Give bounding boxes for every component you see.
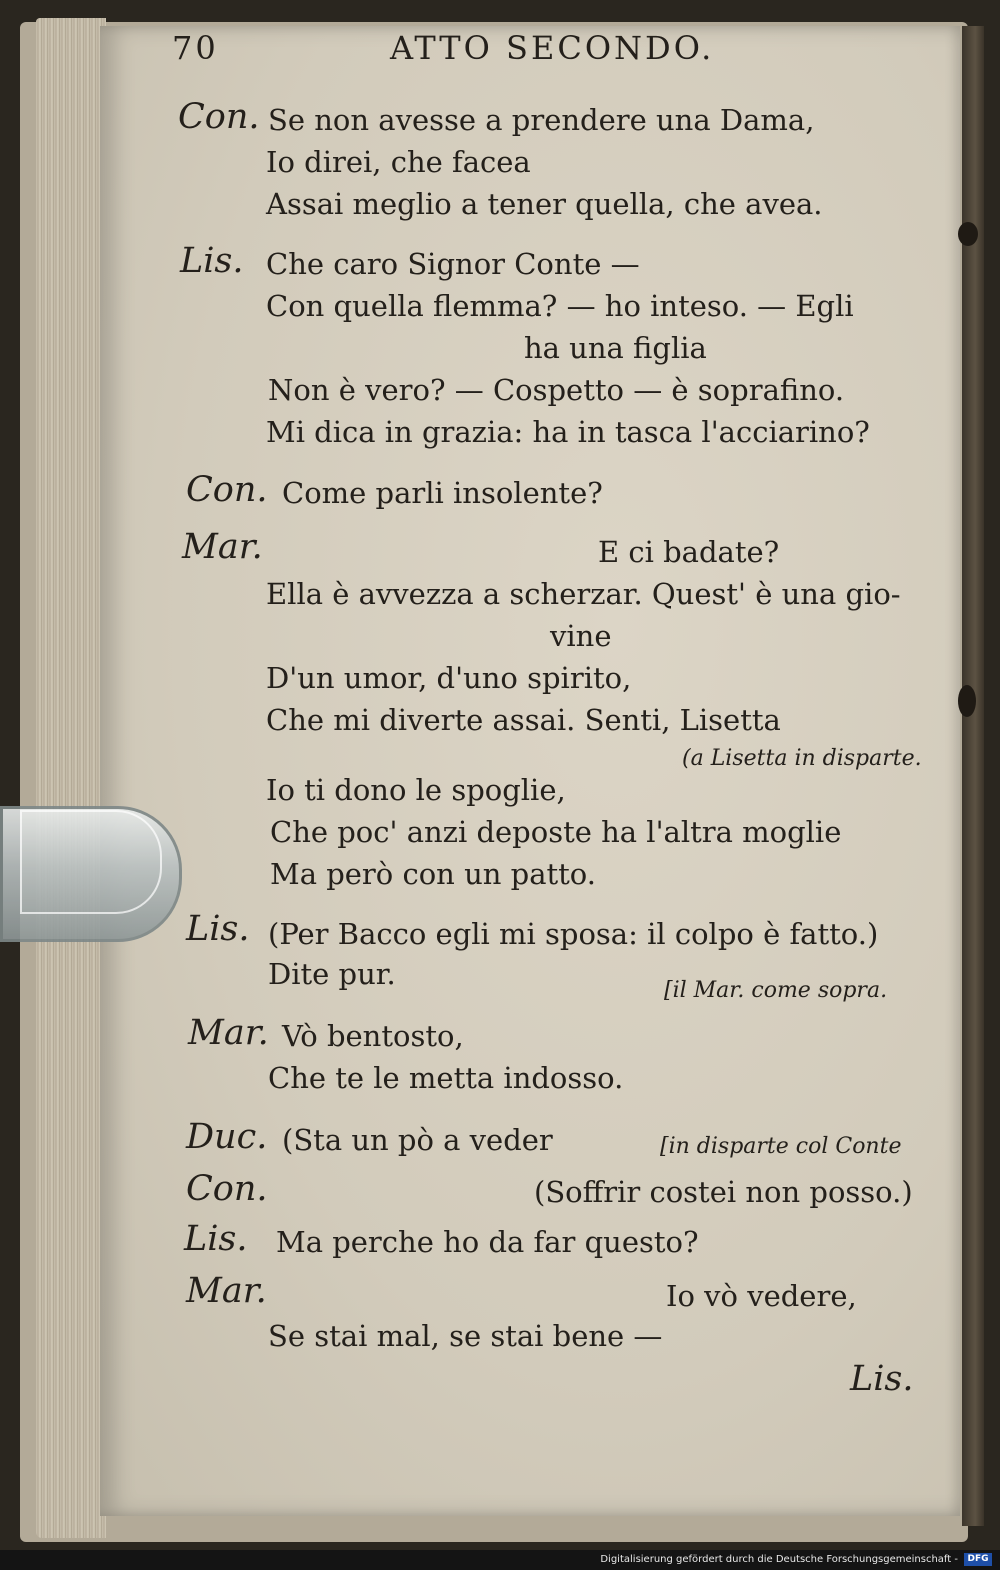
verse-line: Io ti dono le spoglie, <box>266 773 566 807</box>
binding-edge <box>962 26 984 1526</box>
footer-credit: Digitalisierung gefördert durch die Deutsche Forschungsgemeinschaft - <box>600 1554 958 1565</box>
dfg-logo-icon: DFG <box>964 1553 992 1566</box>
stage-direction: [in disparte col Conte <box>660 1134 902 1159</box>
verse-line: Non è vero? — Cospetto — è soprafino. <box>268 373 845 407</box>
speaker-label: Mar. <box>186 1271 267 1311</box>
verse-line: D'un umor, d'uno spirito, <box>266 661 632 695</box>
verse-line: Assai meglio a tener quella, che avea. <box>266 187 823 221</box>
verse-line: Se non avesse a prendere una Dama, <box>268 103 815 137</box>
speaker-label: Mar. <box>188 1013 269 1053</box>
speaker-label: Mar. <box>182 527 263 567</box>
stage-direction: [il Mar. come sopra. <box>664 978 888 1003</box>
verse-line: Se stai mal, se stai bene — <box>268 1319 663 1353</box>
page-title: ATTO SECONDO. <box>390 29 715 67</box>
verse-line: Vò bentosto, <box>282 1019 464 1053</box>
verse-line: Che poc' anzi deposte ha l'altra moglie <box>270 815 842 849</box>
verse-line: Con quella flemma? — ho inteso. — Egli <box>266 289 854 323</box>
verse-line: Che te le metta indosso. <box>268 1061 624 1095</box>
page-number: 70 <box>172 29 219 67</box>
verse-line: E ci badate? <box>598 535 780 569</box>
verse-line: Mi dica in grazia: ha in tasca l'acciarino? <box>266 415 870 449</box>
damage-spot <box>958 222 978 246</box>
verse-line: Dite pur. <box>268 957 396 991</box>
speaker-label: Duc. <box>186 1117 268 1157</box>
verse-line: (Soffrir costei non posso.) <box>534 1175 913 1209</box>
verse-line: Io direi, che facea <box>266 145 531 179</box>
page-clip-highlight <box>20 810 162 914</box>
speaker-label: Lis. <box>180 241 244 281</box>
page-edges <box>36 18 106 1538</box>
catchword: Lis. <box>850 1359 914 1399</box>
stage-direction: (a Lisetta in disparte. <box>682 746 922 771</box>
verse-line: (Per Bacco egli mi sposa: il colpo è fatto.) <box>268 917 879 951</box>
verse-line: Che caro Signor Conte — <box>266 247 640 281</box>
verse-line: Che mi diverte assai. Senti, Lisetta <box>266 703 781 737</box>
verse-line: Io vò vedere, <box>666 1279 857 1313</box>
speaker-label: Con. <box>186 1169 268 1209</box>
verse-line: Ella è avvezza a scherzar. Quest' è una gio- <box>266 577 901 611</box>
verse-line: Ma però con un patto. <box>270 857 596 891</box>
speaker-label: Lis. <box>184 1219 248 1259</box>
speaker-label: Lis. <box>186 909 250 949</box>
verse-line: (Sta un pò a veder <box>282 1123 553 1157</box>
verse-line: vine <box>550 619 612 653</box>
speaker-label: Con. <box>178 97 260 137</box>
verse-line: Come parli insolente? <box>282 476 603 510</box>
verse-line: Ma perche ho da far questo? <box>276 1225 699 1259</box>
verse-line: ha una figlia <box>524 331 707 365</box>
damage-spot <box>958 685 976 717</box>
speaker-label: Con. <box>186 470 268 510</box>
